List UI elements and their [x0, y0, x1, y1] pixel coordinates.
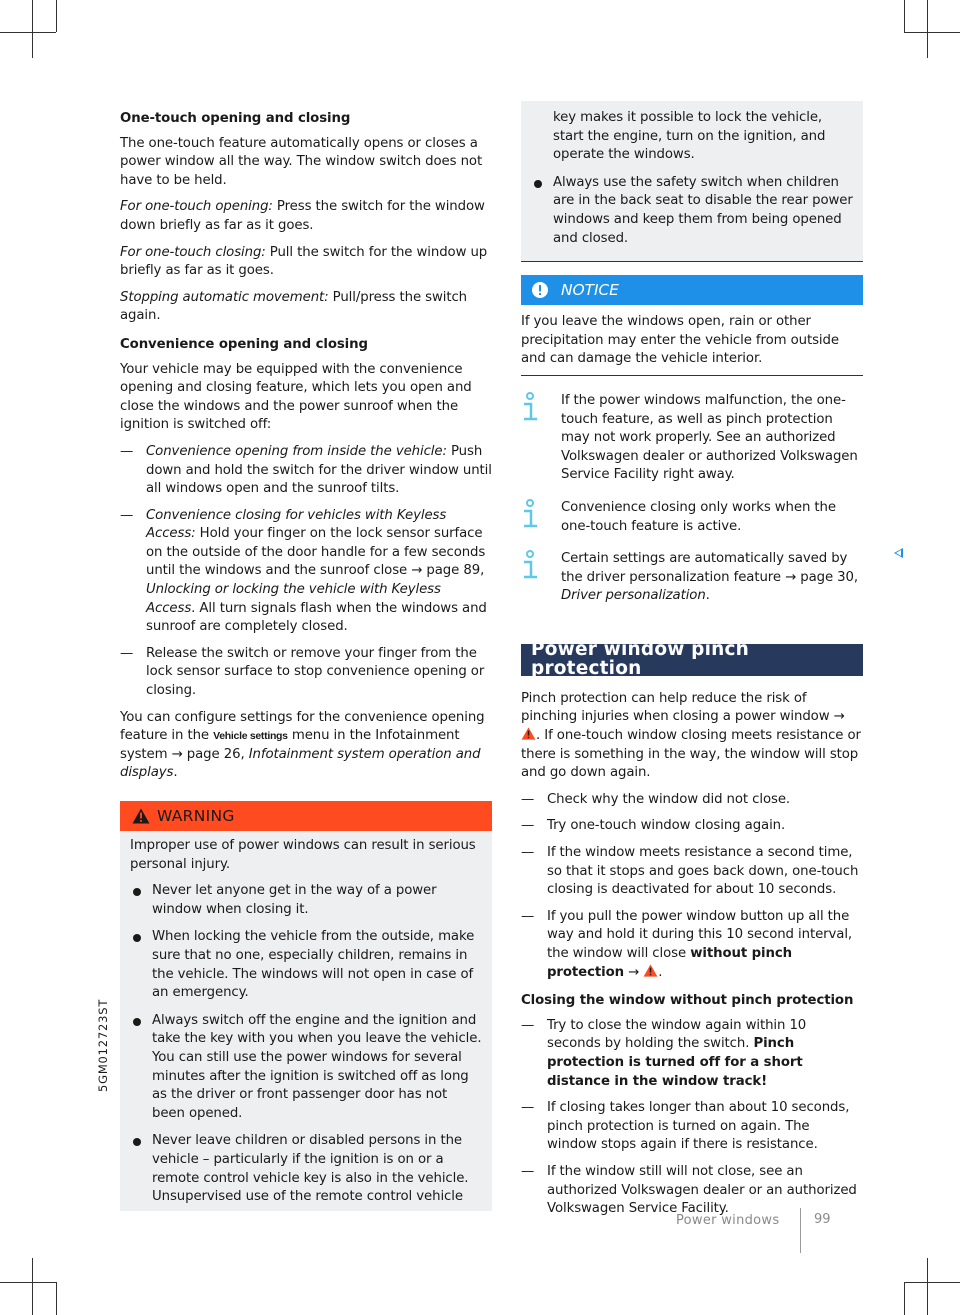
warning-box — [120, 801, 492, 1211]
text: Push down and hold the switch for the driver window until all windows open and the sunroof tilts. — [146, 443, 492, 497]
emphasis: without pinch protection — [547, 946, 793, 980]
crop-mark — [927, 0, 928, 58]
footer-divider — [800, 1208, 801, 1253]
paragraph — [120, 198, 492, 235]
info-icon — [521, 550, 539, 580]
crop-mark — [56, 1282, 57, 1315]
crop-mark — [0, 1282, 56, 1283]
emphasis: Pinch protection is turned off for a short distance in the window track! — [547, 1036, 803, 1089]
label: Convenience opening from inside the vehicle: — [146, 443, 447, 459]
crop-mark — [0, 32, 56, 33]
arrow-right-icon: → — [171, 746, 187, 762]
list-item: — If closing takes longer than about 10 seconds, pinch protection is turned on again. The window stops again if there is resistance. — [521, 1099, 863, 1155]
crop-mark — [32, 0, 33, 58]
page-reference-link[interactable]: page 26, — [186, 746, 245, 762]
left-column — [120, 110, 492, 1211]
menu-name: Vehicle settings — [213, 730, 288, 743]
crop-mark — [56, 0, 57, 32]
warning-bullet: Never let anyone get in the way of a power window when closing it. — [130, 882, 482, 919]
text: Pull/press the switch again. — [120, 289, 468, 324]
label: For one-touch opening: — [120, 199, 273, 215]
list-item — [120, 443, 492, 499]
list-item: — Check why the window did not close. — [521, 791, 863, 810]
warning-bullet: Never leave children or disabled persons in the vehicle – particularly if the ignition is on or a remote control vehicle key is also in the vehicle. Unsupervised use of the remote control vehicle — [130, 1132, 482, 1206]
paragraph — [120, 289, 492, 326]
reference-title[interactable]: Driver personalization — [561, 588, 706, 604]
text: . — [658, 964, 663, 980]
text: Pinch protection can help reduce the risk of pinching injuries when closing a power window — [521, 690, 834, 725]
notice-body: If you leave the windows open, rain or other precipitation may enter the vehicle from outside and can damage the vehicle interior. — [521, 305, 863, 376]
list-item: — If the window still will not close, see an authorized Volkswagen dealer or an authorized Volkswagen Service Facility. — [521, 1163, 863, 1219]
vehicle-code: 5GM012723ST — [96, 998, 110, 1092]
heading-convenience: Convenience opening and closing — [120, 336, 368, 352]
text: . All turn signals flash when the windows and sunroof are completely closed. — [146, 600, 487, 635]
info-text: Convenience closing only works when the one-touch feature is active. — [561, 499, 836, 534]
info-icon — [521, 392, 539, 422]
arrow-right-icon: → — [411, 563, 427, 579]
reference-title[interactable]: Infotainment system operation and displays — [120, 746, 481, 781]
exclamation-circle-icon — [532, 282, 548, 298]
warning-header — [120, 801, 492, 831]
warning-intro: Improper use of power windows can result in serious personal injury. — [130, 838, 476, 872]
paragraph: The one-touch feature automatically opens or closes a power window all the way. The window switch does not have to be held. — [120, 135, 483, 188]
info-note — [521, 390, 863, 485]
label: Convenience closing for vehicles with Keyless Access: — [146, 507, 447, 542]
arrow-right-icon: → — [833, 709, 845, 725]
crop-mark — [904, 32, 960, 33]
text: If you pull the power window button up all the way and hold it during this 10 second interval, the window will close — [547, 908, 853, 961]
text: Hold your finger on the lock sensor surface on the outside of the door handle for a few seconds until the windows and the sunroof close — [146, 526, 486, 579]
warning-title: WARNING — [157, 806, 235, 825]
warning-box-continued — [521, 101, 863, 262]
text: Press the switch for the window down briefly as far as it goes. — [120, 199, 485, 233]
paragraph — [120, 709, 492, 783]
crop-mark — [32, 1258, 33, 1315]
paragraph: Your vehicle may be equipped with the convenience opening and closing feature, which lets you open and close the windows and the power sunroof when the ignition is switched off: — [120, 361, 472, 433]
heading-one-touch: One-touch opening and closing — [120, 111, 351, 126]
page-reference-link[interactable]: page 89, — [426, 563, 485, 579]
section-end-mark — [894, 548, 903, 558]
info-icon — [521, 499, 539, 529]
warning-bullet: Always use the safety switch when children are in the back seat to disable the rear power windows and keep them from being opened and closed. — [531, 174, 853, 248]
text: Try to close the window again within 10 seconds by holding the switch. — [547, 1017, 807, 1052]
warning-triangle-icon[interactable] — [521, 727, 536, 740]
crop-mark — [904, 0, 905, 32]
text: . If one-touch window closing meets resistance or there is something in the way, the window will stop and go down again. — [521, 728, 861, 781]
warning-bullet: When locking the vehicle from the outside, make sure that no one, especially children, remains in the vehicle. The windows will not open in case of an emergency. — [130, 928, 482, 1002]
page-number: 99 — [814, 1212, 831, 1227]
text: . — [705, 588, 710, 604]
warning-bullet-continued: key makes it possible to lock the vehicle, start the engine, turn on the ignition, and operate the windows. — [553, 110, 826, 163]
label: Stopping automatic movement: — [120, 289, 329, 305]
list-item: — Try one-touch window closing again. — [521, 817, 863, 836]
reference-title[interactable]: Unlocking or locking the vehicle with Keyless Access — [146, 582, 441, 616]
text: Pull the switch for the window up briefly as far as it goes. — [120, 244, 488, 279]
text: . — [173, 765, 178, 781]
list-item: — If the window meets resistance a second time, so that it stops and goes back down, one-touch closing is deactivated for about 10 seconds. — [521, 844, 863, 900]
warning-bullet: Always switch off the engine and the ignition and take the key with you when you leave the vehicle. You can still use the power windows for several minutes after the ignition is switched off as long as the driver or front passenger door has not been opened. — [130, 1012, 482, 1124]
paragraph — [120, 244, 492, 281]
arrow-right-icon: → — [628, 964, 644, 980]
label: For one-touch closing: — [120, 244, 266, 260]
crop-mark — [904, 1282, 905, 1315]
warning-triangle-icon — [132, 808, 150, 824]
notice-title: NOTICE — [561, 280, 619, 299]
info-text: Certain settings are automatically saved by the driver personalization feature — [561, 551, 848, 585]
info-note — [521, 497, 863, 536]
info-text: If the power windows malfunction, the one-touch feature, as well as pinch protection may not work properly. See an authorized Volkswagen dealer or authorized Volkswagen Service Facility right away. — [561, 392, 858, 483]
text: You can configure settings for the convenience opening feature in the — [120, 709, 485, 744]
notice-header — [521, 275, 863, 305]
footer-section: Power windows — [676, 1213, 780, 1228]
heading-closing: Closing the window without pinch protection — [521, 993, 854, 1009]
arrow-right-icon: → — [785, 569, 801, 585]
crop-mark — [904, 1282, 960, 1283]
right-column — [521, 101, 863, 1227]
info-note — [521, 548, 863, 606]
list-item — [521, 1017, 863, 1091]
text: menu in the Infotainment system — [120, 728, 460, 762]
crop-mark — [927, 1258, 928, 1315]
warning-triangle-icon[interactable] — [643, 964, 658, 977]
list-item — [521, 908, 863, 982]
list-item — [120, 507, 492, 637]
page-reference-link[interactable]: page 30, — [800, 569, 859, 585]
list-item: — Release the switch or remove your finger from the lock sensor surface to stop convenience opening or closing. — [120, 645, 492, 701]
paragraph — [521, 690, 863, 783]
warning-body — [120, 831, 492, 1207]
section-title: Power window pinch protection — [521, 644, 863, 676]
